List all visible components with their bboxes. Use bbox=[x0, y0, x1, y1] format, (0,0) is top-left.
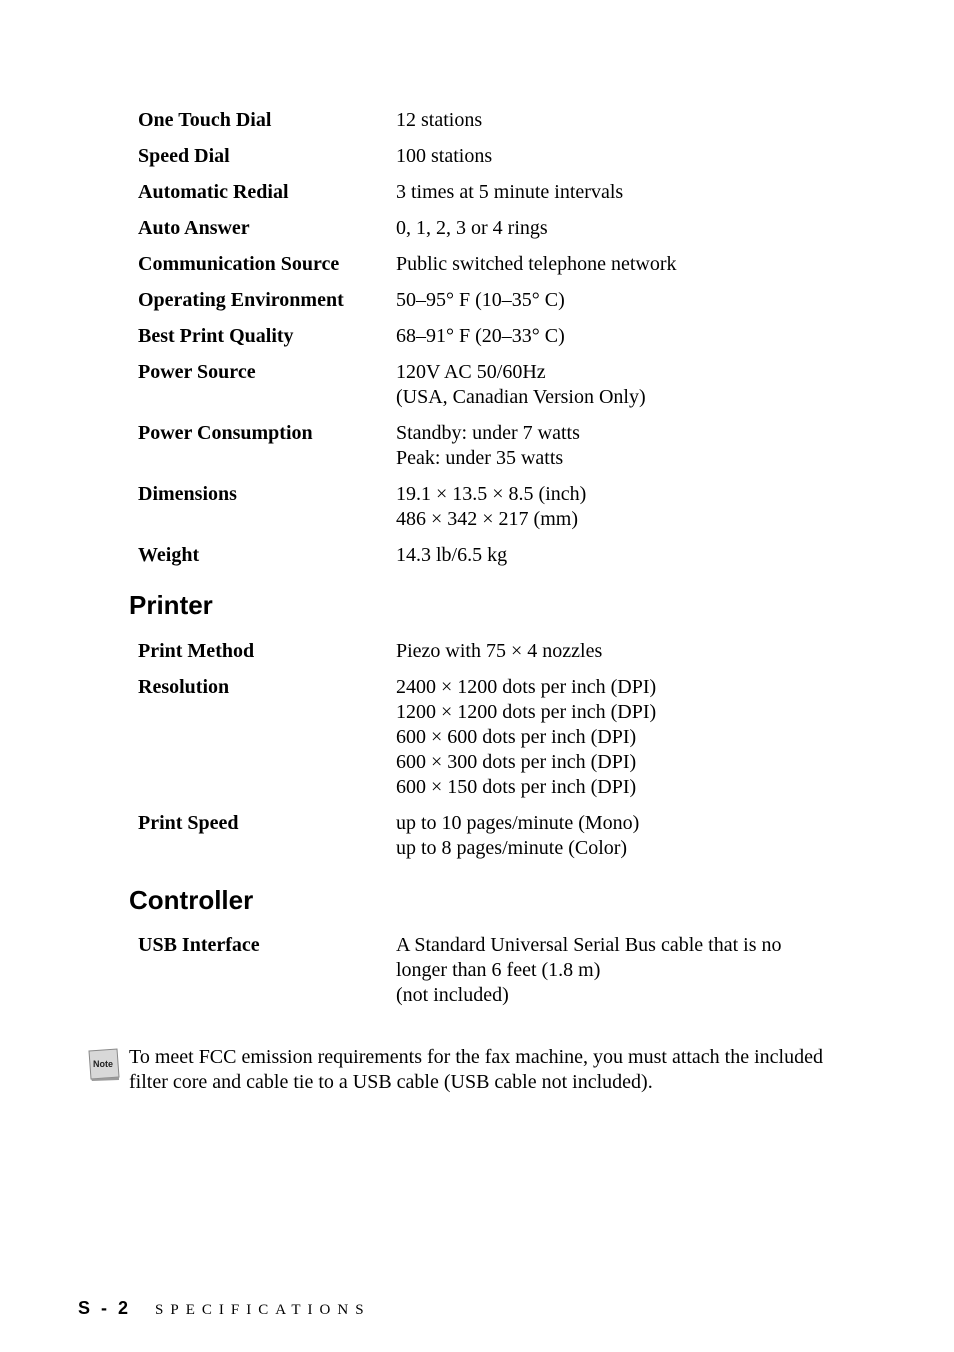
spec-value bbox=[396, 144, 838, 169]
spec-value-line: up to 10 pages/minute (Mono) bbox=[396, 812, 640, 834]
spec-value bbox=[396, 180, 838, 205]
spec-row bbox=[138, 144, 838, 169]
section-title: SPECIFICATIONS bbox=[155, 1302, 371, 1318]
spec-value-line: 12 stations bbox=[396, 109, 483, 131]
spec-row bbox=[138, 675, 838, 800]
spec-value bbox=[396, 675, 838, 800]
spec-value-line: 2400 × 1200 dots per inch (DPI) bbox=[396, 676, 657, 698]
spec-label: USB Interface bbox=[138, 934, 260, 956]
spec-value-line: 19.1 × 13.5 × 8.5 (inch) bbox=[396, 483, 587, 505]
note-text: To meet FCC emission requirements for the fax machine, you must attach the included filter core and cable tie to a USB cable (USB cable not included). bbox=[129, 1046, 823, 1093]
spec-value-line: 486 × 342 × 217 (mm) bbox=[396, 508, 578, 530]
spec-label: One Touch Dial bbox=[138, 109, 272, 131]
spec-value-line: Standby: under 7 watts bbox=[396, 422, 580, 444]
spec-value-line: Piezo with 75 × 4 nozzles bbox=[396, 640, 603, 662]
spec-row bbox=[138, 933, 838, 1008]
spec-value-line: 600 × 150 dots per inch (DPI) bbox=[396, 776, 637, 798]
spec-row bbox=[138, 288, 838, 313]
spec-label: Speed Dial bbox=[138, 145, 230, 167]
spec-row bbox=[138, 108, 838, 133]
spec-value-line: 50–95° F (10–35° C) bbox=[396, 289, 565, 311]
spec-value bbox=[396, 216, 838, 241]
spec-label: Print Speed bbox=[138, 812, 239, 834]
spec-value-line: 600 × 300 dots per inch (DPI) bbox=[396, 751, 637, 773]
spec-value bbox=[396, 108, 838, 133]
spec-value-line: 68–91° F (20–33° C) bbox=[396, 325, 565, 347]
spec-row bbox=[138, 639, 838, 664]
spec-label: Automatic Redial bbox=[138, 181, 289, 203]
spec-value bbox=[396, 421, 838, 471]
page-footer bbox=[78, 1298, 371, 1319]
spec-value-line: 0, 1, 2, 3 or 4 rings bbox=[396, 217, 548, 239]
spec-row bbox=[138, 180, 838, 205]
spec-value-line: up to 8 pages/minute (Color) bbox=[396, 837, 628, 859]
printer-heading: Printer bbox=[129, 590, 213, 620]
spec-value-line: Peak: under 35 watts bbox=[396, 447, 564, 469]
spec-label: Operating Environment bbox=[138, 289, 344, 311]
spec-value bbox=[396, 360, 838, 410]
spec-label: Power Consumption bbox=[138, 422, 313, 444]
spec-row bbox=[138, 543, 838, 568]
printer-spec-table bbox=[138, 639, 838, 872]
spec-value bbox=[396, 324, 838, 349]
spec-value bbox=[396, 288, 838, 313]
spec-row bbox=[138, 324, 838, 349]
spec-row bbox=[138, 482, 838, 532]
spec-value-line: (not included) bbox=[396, 984, 509, 1006]
spec-row bbox=[138, 421, 838, 471]
spec-value bbox=[396, 252, 838, 277]
controller-heading: Controller bbox=[129, 885, 254, 915]
spec-label: Print Method bbox=[138, 640, 255, 662]
page-number: S - 2 bbox=[78, 1298, 132, 1318]
spec-row bbox=[138, 252, 838, 277]
spec-row bbox=[138, 811, 838, 861]
spec-value-line: longer than 6 feet (1.8 m) bbox=[396, 959, 601, 981]
spec-value-line: Public switched telephone network bbox=[396, 253, 677, 275]
spec-value-line: 3 times at 5 minute intervals bbox=[396, 181, 624, 203]
spec-label: Communication Source bbox=[138, 253, 340, 275]
spec-label: Weight bbox=[138, 544, 200, 566]
fax-spec-table bbox=[138, 108, 838, 579]
spec-value-line: (USA, Canadian Version Only) bbox=[396, 386, 646, 408]
spec-label: Best Print Quality bbox=[138, 325, 294, 347]
spec-value-line: 1200 × 1200 dots per inch (DPI) bbox=[396, 701, 657, 723]
spec-label: Auto Answer bbox=[138, 217, 250, 239]
spec-value-line: 120V AC 50/60Hz bbox=[396, 361, 546, 383]
note-icon bbox=[86, 1047, 120, 1081]
spec-label: Resolution bbox=[138, 676, 230, 698]
controller-spec-table bbox=[138, 933, 838, 1019]
spec-value bbox=[396, 811, 838, 861]
spec-row bbox=[138, 216, 838, 241]
spec-value bbox=[396, 933, 838, 1008]
spec-value-line: 100 stations bbox=[396, 145, 493, 167]
spec-row bbox=[138, 360, 838, 410]
spec-value bbox=[396, 482, 838, 532]
note-icon-label: Note bbox=[93, 1059, 113, 1069]
spec-value bbox=[396, 639, 838, 664]
spec-value-line: A Standard Universal Serial Bus cable that is no bbox=[396, 934, 782, 956]
spec-value-line: 600 × 600 dots per inch (DPI) bbox=[396, 726, 637, 748]
spec-value-line: 14.3 lb/6.5 kg bbox=[396, 544, 508, 566]
spec-label: Dimensions bbox=[138, 483, 237, 505]
spec-value bbox=[396, 543, 838, 568]
spec-label: Power Source bbox=[138, 361, 256, 383]
